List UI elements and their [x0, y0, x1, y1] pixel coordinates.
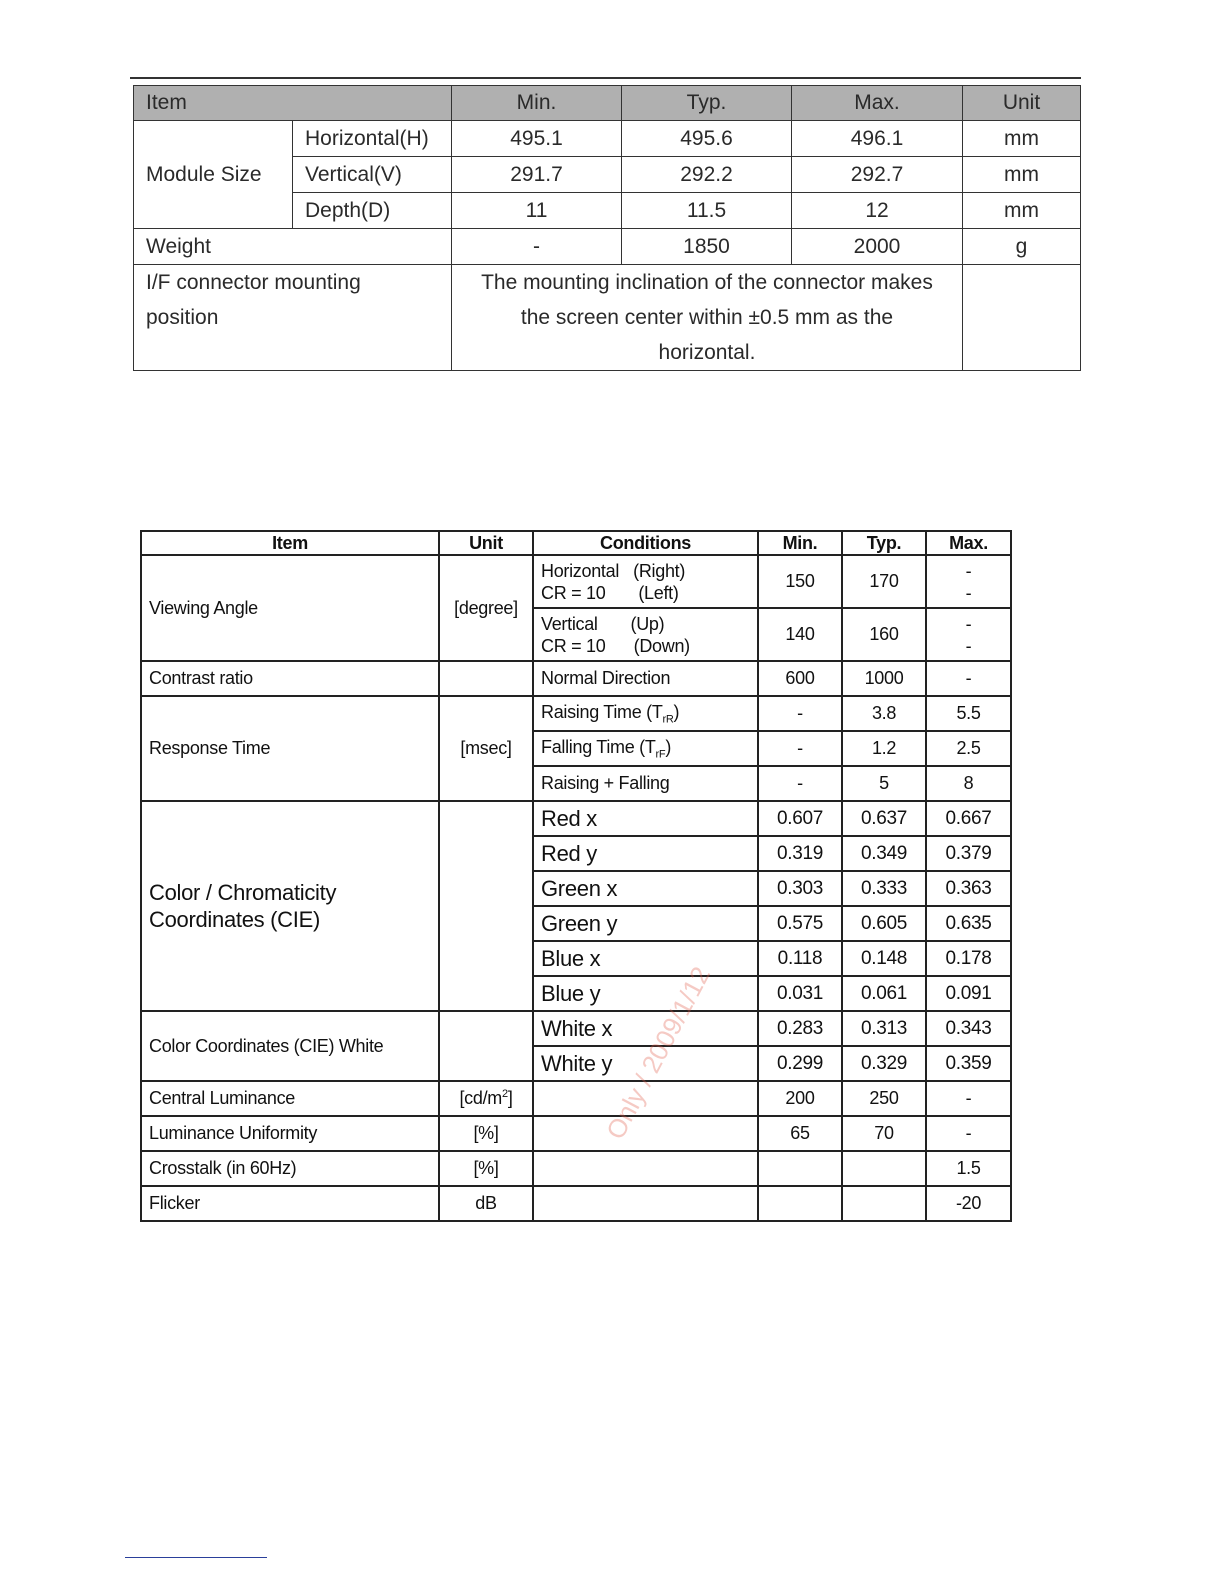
- cell-max: 2000: [792, 229, 963, 265]
- cell-max: 0.363: [926, 871, 1011, 906]
- cie-label: [141, 801, 439, 1011]
- cell-typ: [842, 1151, 926, 1186]
- cell-min: 0.283: [758, 1011, 842, 1046]
- cell-max: 292.7: [792, 157, 963, 193]
- connector-description: [452, 265, 963, 371]
- cell-min: -: [758, 731, 842, 766]
- condition-subscript: rF: [655, 748, 666, 761]
- connector-label: [134, 265, 452, 371]
- cell-typ: 70: [842, 1116, 926, 1151]
- cell-max: 0.359: [926, 1046, 1011, 1081]
- table-row: [134, 265, 1081, 371]
- header-item: Item: [134, 86, 452, 121]
- connector-text-line: The mounting inclination of the connector makes: [481, 271, 933, 294]
- cell-unit: [439, 1011, 533, 1081]
- cell-typ: 0.148: [842, 941, 926, 976]
- cell-typ: 495.6: [622, 121, 792, 157]
- header-unit: Unit: [439, 531, 533, 555]
- weight-label: Weight: [134, 229, 452, 265]
- condition-line: CR = 10 (Down): [541, 635, 690, 656]
- cell-typ: [842, 1186, 926, 1221]
- cie-condition: Green y: [533, 906, 758, 941]
- mechanical-spec-table: [133, 85, 1081, 371]
- condition-subscript: rR: [662, 713, 674, 726]
- cell-min: 0.575: [758, 906, 842, 941]
- table-row: [141, 1011, 1011, 1046]
- table-row: [141, 555, 1011, 608]
- cell-min: 140: [758, 608, 842, 661]
- luminance-unit: [439, 1081, 533, 1116]
- cell-min: 0.607: [758, 801, 842, 836]
- cell-unit: mm: [963, 193, 1081, 229]
- footnote-rule: [125, 1557, 267, 1558]
- cell-max: -: [926, 661, 1011, 696]
- cie-condition: White x: [533, 1011, 758, 1046]
- cie-condition: Red y: [533, 836, 758, 871]
- cell-typ: 0.349: [842, 836, 926, 871]
- table-header-row: [141, 531, 1011, 555]
- condition-line: CR = 10 (Left): [541, 582, 679, 603]
- cell-max: -: [926, 1081, 1011, 1116]
- cie-condition: Blue x: [533, 941, 758, 976]
- cell-typ: 170: [842, 555, 926, 608]
- cell-typ: 1000: [842, 661, 926, 696]
- cell-conditions: [533, 1116, 758, 1151]
- cell-min: -: [758, 696, 842, 731]
- cell-min: 200: [758, 1081, 842, 1116]
- cell-conditions: [533, 1186, 758, 1221]
- cell-min: [758, 1151, 842, 1186]
- cell-typ: 0.333: [842, 871, 926, 906]
- cell-typ: 0.061: [842, 976, 926, 1011]
- cell-typ: 3.8: [842, 696, 926, 731]
- cell-typ: 11.5: [622, 193, 792, 229]
- row-sub-label: Depth(D): [293, 193, 452, 229]
- cell-min: -: [452, 229, 622, 265]
- cie-label-line: Color / Chromaticity: [149, 880, 337, 905]
- cell-max: 0.667: [926, 801, 1011, 836]
- cell-max: 496.1: [792, 121, 963, 157]
- cell-min: 495.1: [452, 121, 622, 157]
- cell-conditions: [533, 1151, 758, 1186]
- cell-min: 291.7: [452, 157, 622, 193]
- table-row: [134, 121, 1081, 157]
- cell-max: 0.379: [926, 836, 1011, 871]
- cell-unit: [439, 661, 533, 696]
- cie-condition: Green x: [533, 871, 758, 906]
- response-time-label: Response Time: [141, 696, 439, 801]
- cell-unit: g: [963, 229, 1081, 265]
- cell-typ: 0.313: [842, 1011, 926, 1046]
- viewing-angle-unit: [degree]: [439, 555, 533, 661]
- cell-min: -: [758, 766, 842, 801]
- cell-typ: 292.2: [622, 157, 792, 193]
- cell-typ: 1.2: [842, 731, 926, 766]
- unit-text: [cd/m: [459, 1088, 502, 1108]
- cell-min: 0.118: [758, 941, 842, 976]
- table-row: [141, 1081, 1011, 1116]
- cell-max: [926, 555, 1011, 608]
- max-value: -: [965, 560, 972, 581]
- cell-min: 0.031: [758, 976, 842, 1011]
- raising-falling-condition: Raising + Falling: [533, 766, 758, 801]
- connector-label-line: I/F connector mounting: [146, 271, 361, 294]
- condition-text: Falling Time (T: [541, 736, 656, 757]
- condition-line: Vertical (Up): [541, 613, 665, 634]
- vertical-condition: [533, 608, 758, 661]
- header-unit: Unit: [963, 86, 1081, 121]
- cell-max: 0.178: [926, 941, 1011, 976]
- cell-typ: 0.605: [842, 906, 926, 941]
- contrast-ratio-label: Contrast ratio: [141, 661, 439, 696]
- cell-max: [926, 608, 1011, 661]
- cell-max: 0.343: [926, 1011, 1011, 1046]
- table-row: [141, 661, 1011, 696]
- table-row: [141, 801, 1011, 836]
- max-value: -: [965, 613, 972, 634]
- cell-min: 150: [758, 555, 842, 608]
- cie-condition: Red x: [533, 801, 758, 836]
- optical-spec-table: [140, 530, 1012, 1222]
- cie-white-label: Color Coordinates (CIE) White: [141, 1011, 439, 1081]
- cell-typ: 5: [842, 766, 926, 801]
- central-luminance-label: Central Luminance: [141, 1081, 439, 1116]
- cell-typ: 160: [842, 608, 926, 661]
- table-row: [141, 1116, 1011, 1151]
- header-max: Max.: [792, 86, 963, 121]
- table-row: [134, 229, 1081, 265]
- cie-condition: Blue y: [533, 976, 758, 1011]
- cie-label-line: Coordinates (CIE): [149, 907, 320, 932]
- cell-typ: 1850: [622, 229, 792, 265]
- cell-max: -20: [926, 1186, 1011, 1221]
- cell-unit: [%]: [439, 1116, 533, 1151]
- cell-min: 0.319: [758, 836, 842, 871]
- header-typ: Typ.: [842, 531, 926, 555]
- raising-time-condition: Raising Time $(T_{rR})$: [533, 696, 758, 731]
- flicker-label: Flicker: [141, 1186, 439, 1221]
- header-max: Max.: [926, 531, 1011, 555]
- table-row: [141, 1186, 1011, 1221]
- cell-max: 12: [792, 193, 963, 229]
- row-sub-label: Vertical(V): [293, 157, 452, 193]
- connector-text-line: horizontal.: [658, 341, 756, 364]
- unit-superscript: 2: [501, 1088, 508, 1100]
- cie-condition: White y: [533, 1046, 758, 1081]
- table-header-row: [134, 86, 1081, 121]
- header-min: Min.: [758, 531, 842, 555]
- cell-unit: [%]: [439, 1151, 533, 1186]
- connector-text-line: the screen center within ±0.5 mm as the: [520, 306, 894, 329]
- cell-max: 8: [926, 766, 1011, 801]
- module-size-label: Module Size: [134, 121, 293, 229]
- table-row: [141, 1151, 1011, 1186]
- cell-max: 2.5: [926, 731, 1011, 766]
- viewing-angle-label: Viewing Angle: [141, 555, 439, 661]
- max-value: -: [965, 635, 972, 656]
- cell-min: [758, 1186, 842, 1221]
- horizontal-condition: [533, 555, 758, 608]
- cell-max: 0.091: [926, 976, 1011, 1011]
- cell-typ: 0.329: [842, 1046, 926, 1081]
- cell-typ: 250: [842, 1081, 926, 1116]
- condition-text: Raising Time (T: [541, 701, 663, 722]
- cell-unit: dB: [439, 1186, 533, 1221]
- header-min: Min.: [452, 86, 622, 121]
- cell-min: 65: [758, 1116, 842, 1151]
- crosstalk-label: Crosstalk (in 60Hz): [141, 1151, 439, 1186]
- cell-unit: [963, 265, 1081, 371]
- header-typ: Typ.: [622, 86, 792, 121]
- cell-min: 0.299: [758, 1046, 842, 1081]
- connector-label-line: position: [146, 306, 219, 329]
- cell-max: -: [926, 1116, 1011, 1151]
- cell-unit: mm: [963, 121, 1081, 157]
- response-time-unit: [msec]: [439, 696, 533, 801]
- watermark: Only / 2009/1/12: [600, 961, 717, 1145]
- cell-unit: mm: [963, 157, 1081, 193]
- cell-typ: 0.637: [842, 801, 926, 836]
- cell-min: 11: [452, 193, 622, 229]
- falling-time-condition: Falling Time $(T_{rF})$: [533, 731, 758, 766]
- cell-max: 0.635: [926, 906, 1011, 941]
- contrast-condition: Normal Direction: [533, 661, 758, 696]
- cell-unit: [439, 801, 533, 1011]
- table-row: [141, 696, 1011, 731]
- row-sub-label: Horizontal(H): [293, 121, 452, 157]
- max-value: -: [965, 582, 972, 603]
- luminance-uniformity-label: Luminance Uniformity: [141, 1116, 439, 1151]
- header-conditions: Conditions: [533, 531, 758, 555]
- cell-min: 600: [758, 661, 842, 696]
- cell-max: 5.5: [926, 696, 1011, 731]
- cell-min: 0.303: [758, 871, 842, 906]
- unit-text-end: ]: [507, 1088, 513, 1108]
- condition-line: Horizontal (Right): [541, 560, 686, 581]
- top-rule: [130, 77, 1081, 79]
- cell-max: 1.5: [926, 1151, 1011, 1186]
- header-item: Item: [141, 531, 439, 555]
